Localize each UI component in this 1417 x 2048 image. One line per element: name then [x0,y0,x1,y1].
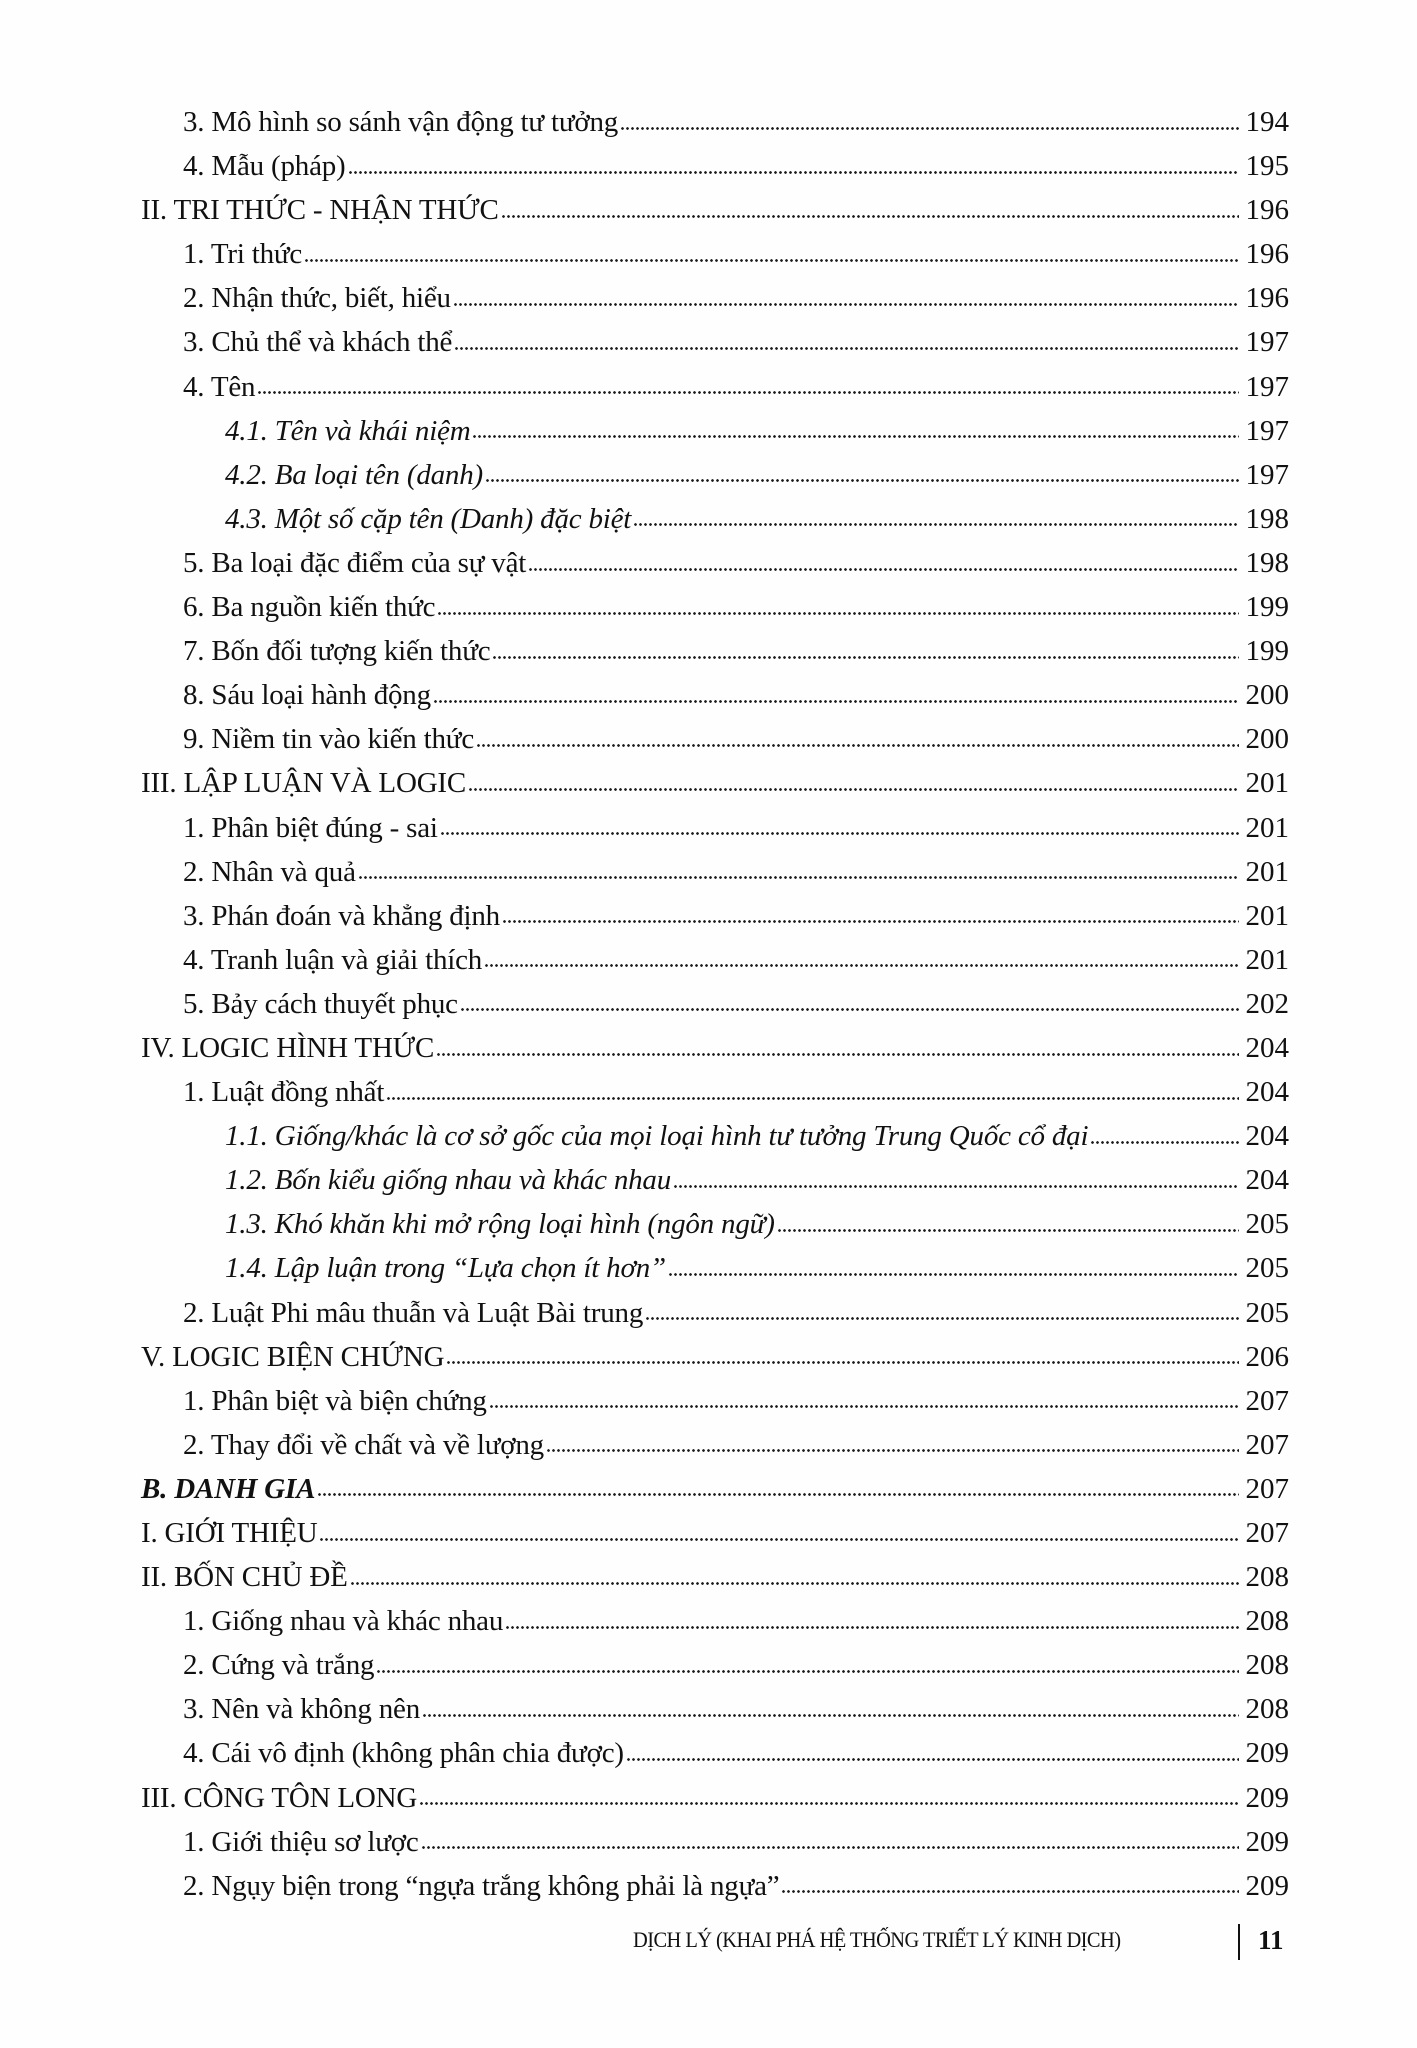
toc-entry-page: 209 [1245,1781,1289,1814]
dot-leader [421,1822,1239,1851]
toc-entry [0,1070,1417,1114]
dot-leader [419,1778,1239,1807]
toc-entry [0,1335,1417,1379]
dot-leader [376,1645,1239,1674]
dot-leader [386,1072,1239,1101]
toc-entry-title: II. BỐN CHỦ ĐỀ [141,1561,348,1594]
toc-entry [0,409,1417,453]
toc-entry [0,1776,1417,1820]
toc-entry-page: 204 [1245,1076,1289,1109]
toc-entry-title: 4.2. Ba loại tên (danh) [225,458,483,491]
toc-entry-page: 206 [1245,1340,1289,1373]
dot-leader [476,719,1239,748]
dot-leader [502,896,1239,925]
toc-entry-title: 2. Nhân và quả [183,855,356,888]
toc-entry-page: 209 [1245,1737,1289,1770]
toc-entry [0,1820,1417,1864]
toc-entry [0,497,1417,541]
dot-leader [528,543,1239,572]
dot-leader [472,411,1239,440]
toc-entry [0,365,1417,409]
dot-leader [440,808,1239,837]
toc-entry-page: 209 [1245,1825,1289,1858]
toc-entry-title: IV. LOGIC HÌNH THỨC [141,1031,435,1064]
toc-entry-title: 9. Niềm tin vào kiến thức [183,723,474,756]
toc-entry [0,673,1417,717]
toc-entry [0,1643,1417,1687]
dot-leader [317,1469,1239,1498]
toc-entry-page: 205 [1245,1252,1289,1285]
dot-leader [620,102,1239,131]
toc-entry [0,1291,1417,1335]
dot-leader [633,499,1239,528]
toc-entry-title: B. DANH GIA [141,1472,316,1505]
dot-leader [626,1733,1239,1762]
toc-entry [0,188,1417,232]
toc-entry-title: 2. Luật Phi mâu thuẫn và Luật Bài trung [183,1296,644,1329]
toc-entry-title: III. LẬP LUẬN VÀ LOGIC [141,767,467,800]
dot-leader [484,940,1239,969]
toc-entry [0,585,1417,629]
toc-entry-title: 4. Tranh luận và giải thích [183,943,483,976]
toc-entry [0,144,1417,188]
toc-entry-title: I. GIỚI THIỆU [141,1517,318,1549]
dot-leader [501,190,1239,219]
dot-leader [492,631,1239,660]
toc-entry-title: 4. Mẫu (pháp) [183,150,346,183]
toc-entry-title: V. LOGIC BIỆN CHỨNG [141,1340,445,1373]
dot-leader [446,1337,1239,1366]
toc-entry-title: II. TRI THỨC - NHẬN THỨC [141,194,499,227]
toc-entry [0,982,1417,1026]
toc-entry-page: 194 [1245,106,1289,138]
toc-entry [0,320,1417,364]
toc-entry-title: 1. Tri thức [183,238,303,271]
page-number: 11 [1258,1925,1284,1955]
toc-entry-title: 1. Phân biệt đúng - sai [183,811,438,844]
dot-leader [468,763,1239,792]
toc-entry-title: 1.4. Lập luận trong “Lựa chọn ít hơn” [225,1252,666,1285]
footer-separator [1238,1924,1240,1960]
dot-leader [460,984,1239,1013]
dot-leader [546,1425,1239,1454]
dot-leader [437,587,1239,616]
toc-entry [0,1423,1417,1467]
toc-entry-page: 208 [1245,1561,1289,1594]
toc-entry-title: 4. Tên [183,370,256,403]
dot-leader [422,1689,1239,1718]
toc-entry [0,1379,1417,1423]
toc-entry-page: 201 [1245,811,1289,844]
toc-entry [0,1467,1417,1511]
dot-leader [668,1248,1239,1277]
toc-entry-page: 204 [1245,1164,1289,1197]
toc-entry-page: 205 [1245,1208,1289,1241]
dot-leader [319,1513,1239,1542]
dot-leader [645,1293,1239,1322]
toc-entry [0,1555,1417,1599]
toc-entry [0,629,1417,673]
dot-leader [505,1601,1239,1630]
toc-entry-title: 1. Giống nhau và khác nhau [183,1605,504,1638]
toc-entry-title: 5. Ba loại đặc điểm của sự vật [183,546,527,579]
dot-leader [485,455,1239,484]
toc-entry-page: 201 [1245,855,1289,888]
toc-entry-page: 197 [1245,326,1289,359]
toc-entry-title: 4. Cái vô định (không phân chia được) [183,1737,624,1770]
dot-leader [350,1557,1239,1586]
dot-leader [777,1204,1239,1233]
toc-entry [0,453,1417,497]
toc-entry-page: 196 [1245,282,1289,315]
toc-entry [0,1026,1417,1070]
toc-entry-title: 1.3. Khó khăn khi mở rộng loại hình (ngôn ngữ) [225,1208,775,1241]
toc-entry [0,761,1417,805]
toc-entry-page: 207 [1245,1517,1289,1549]
toc-entry-title: 4.3. Một số cặp tên (Danh) đặc biệt [225,502,632,535]
toc-entry [0,1202,1417,1246]
toc-entry-page: 198 [1245,502,1289,535]
toc-entry-page: 207 [1245,1428,1289,1461]
toc-entry-title: 2. Nhận thức, biết, hiểu [183,282,451,315]
toc-entry-page: 199 [1245,591,1289,624]
toc-entry-page: 208 [1245,1693,1289,1726]
toc-entry-page: 209 [1245,1869,1289,1902]
toc-entry-page: 200 [1245,679,1289,712]
toc-entry-page: 205 [1245,1296,1289,1329]
toc-entry-page: 204 [1245,1120,1289,1153]
page-footer [633,1918,1284,1962]
running-footer-title: DỊCH LÝ (KHAI PHÁ HỆ THỐNG TRIẾT LÝ KINH DỊCH) [633,1927,1121,1952]
toc-entry-page: 195 [1245,150,1289,183]
toc-entry-title: 5. Bảy cách thuyết phục [183,987,458,1020]
toc-entry [0,806,1417,850]
toc-entry-page: 207 [1245,1472,1289,1505]
toc-entry [0,938,1417,982]
toc-entry-page: 197 [1245,370,1289,403]
toc-entry-title: III. CÔNG TÔN LONG [141,1781,418,1814]
toc-entry-page: 208 [1245,1605,1289,1638]
toc-entry-title: 3. Phán đoán và khẳng định [183,899,500,932]
toc-entry [0,1158,1417,1202]
toc-entry [0,1246,1417,1290]
dot-leader [358,852,1239,881]
toc-entry-page: 207 [1245,1384,1289,1417]
toc-entry [0,1511,1417,1555]
toc-entry-page: 196 [1245,238,1289,271]
toc-entry [0,717,1417,761]
toc-entry [0,1599,1417,1643]
toc-entry-title: 8. Sáu loại hành động [183,679,431,712]
toc-entry-title: 3. Mô hình so sánh vận động tư tưởng [183,106,619,138]
dot-leader [781,1866,1239,1895]
toc-entry-title: 1.1. Giống/khác là cơ sở gốc của mọi loại hình tư tưởng Trung Quốc cổ đại [225,1120,1089,1153]
toc-entry-page: 201 [1245,943,1289,976]
toc-entry-page: 198 [1245,546,1289,579]
toc-entry-title: 1.2. Bốn kiểu giống nhau và khác nhau [225,1164,672,1197]
toc-entry [0,276,1417,320]
toc-entry-page: 200 [1245,723,1289,756]
toc-entry-title: 3. Nên và không nên [183,1693,421,1726]
toc-entry [0,1687,1417,1731]
toc-entry [0,1864,1417,1908]
dot-leader [454,322,1239,351]
toc-entry-page: 204 [1245,1031,1289,1064]
dot-leader [489,1381,1239,1410]
toc-entry [0,232,1417,276]
dot-leader [257,367,1239,396]
toc-entry-title: 2. Thay đổi về chất và về lượng [183,1428,544,1461]
toc-entry [0,100,1417,144]
table-of-contents [0,100,1417,1908]
toc-entry-title: 1. Giới thiệu sơ lược [183,1825,419,1858]
toc-entry-title: 6. Ba nguồn kiến thức [183,591,436,624]
toc-entry-page: 202 [1245,987,1289,1020]
toc-entry-title: 1. Luật đồng nhất [183,1076,385,1109]
dot-leader [453,278,1239,307]
dot-leader [433,675,1239,704]
toc-entry [0,850,1417,894]
toc-entry-title: 3. Chủ thể và khách thể [183,326,453,359]
toc-entry-page: 196 [1245,194,1289,227]
toc-entry-page: 197 [1245,458,1289,491]
toc-entry-page: 208 [1245,1649,1289,1682]
toc-entry-title: 2. Ngụy biện trong “ngựa trắng không phải là ngựa” [183,1869,780,1902]
toc-entry-title: 4.1. Tên và khái niệm [225,414,471,447]
toc-entry [0,894,1417,938]
dot-leader [304,234,1239,263]
toc-entry [0,1114,1417,1158]
toc-entry-title: 2. Cứng và trắng [183,1649,375,1682]
toc-entry [0,541,1417,585]
dot-leader [1090,1116,1239,1145]
toc-entry-page: 201 [1245,767,1289,800]
dot-leader [348,146,1240,175]
toc-entry [0,1731,1417,1775]
toc-entry-page: 197 [1245,414,1289,447]
toc-entry-title: 7. Bốn đối tượng kiến thức [183,635,491,668]
toc-entry-title: 1. Phân biệt và biện chứng [183,1384,487,1417]
toc-entry-page: 201 [1245,899,1289,932]
dot-leader [436,1028,1239,1057]
dot-leader [673,1160,1239,1189]
toc-entry-page: 199 [1245,635,1289,668]
